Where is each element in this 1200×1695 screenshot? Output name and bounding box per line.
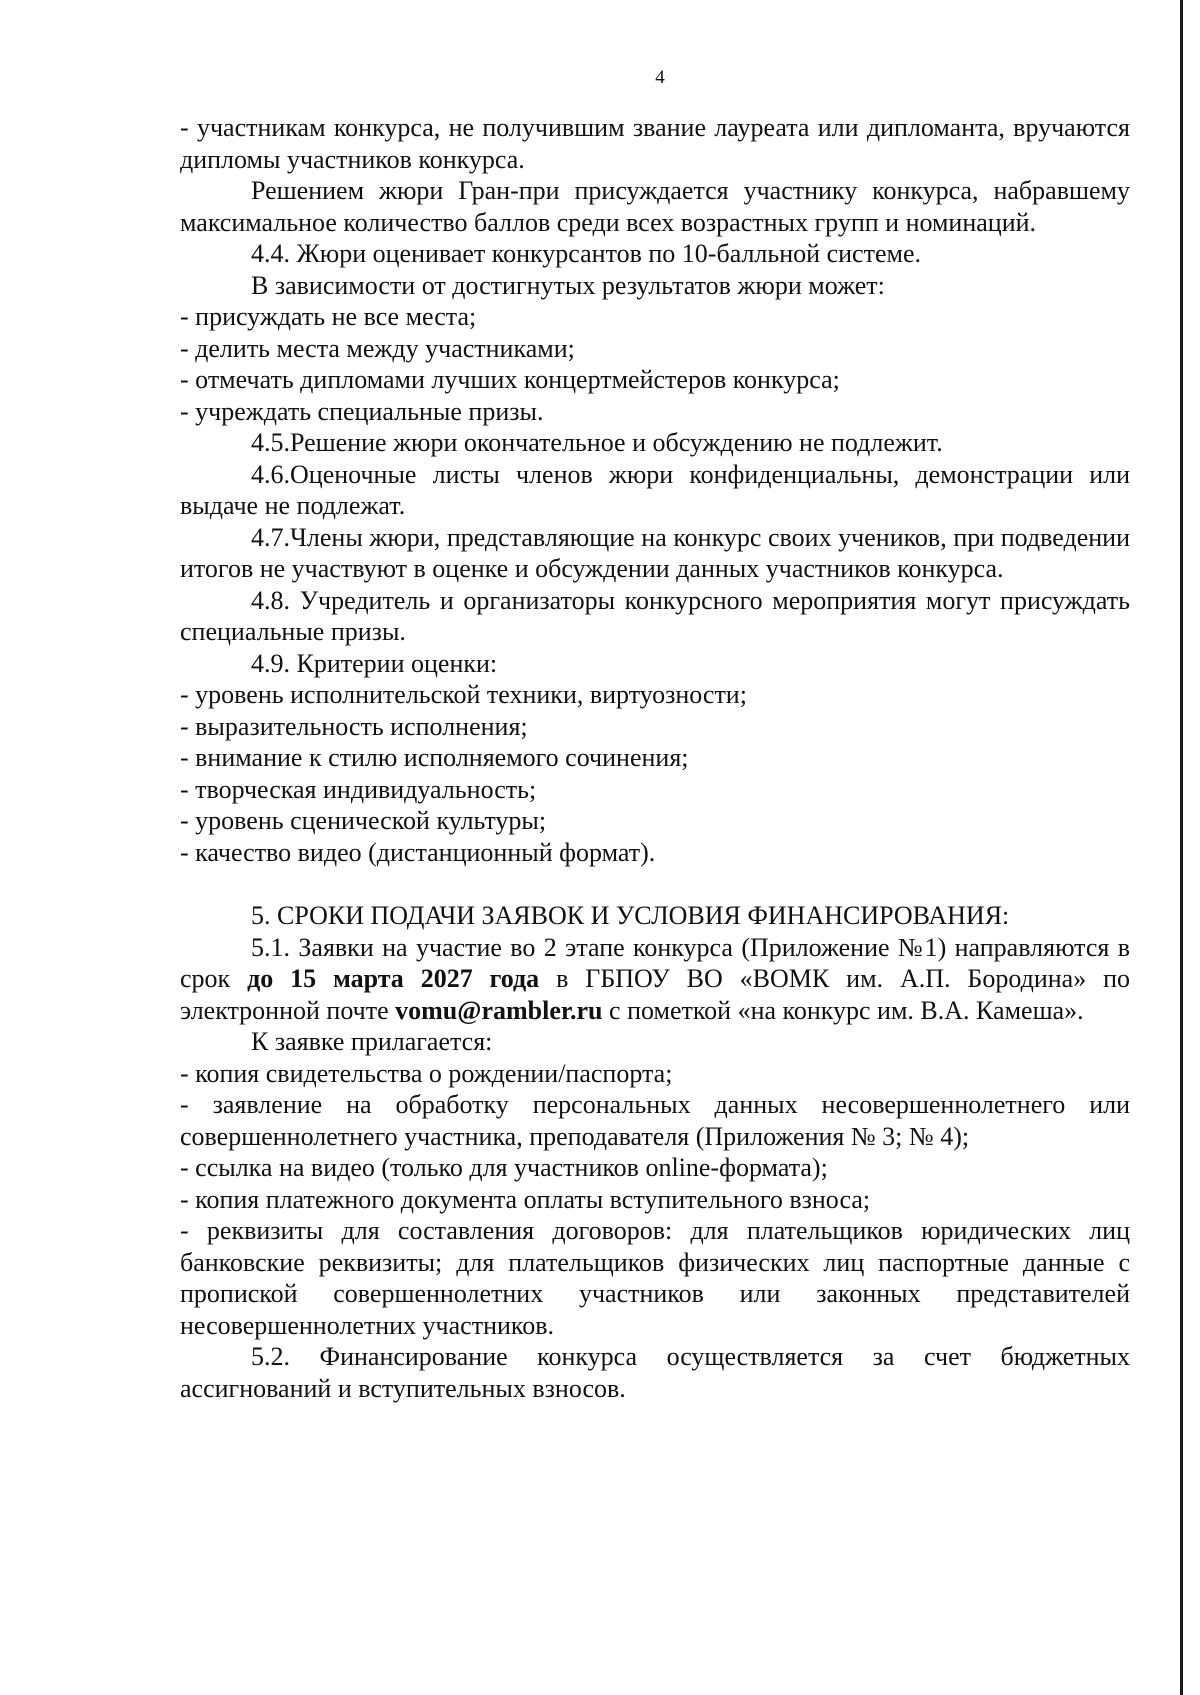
paragraph-5-2: 5.2. Финансирование конкурса осуществляется за счет бюджетных ассигнований и вступительных взносов. (180, 1342, 1130, 1403)
list-item-criterion: - выразительность исполнения; (180, 711, 528, 741)
paragraph-5-1-mid: в ГБПОУ ВО «ВОМК им. А.П. Бородина» по электронной почте (180, 964, 1131, 1025)
list-item-criterion: - уровень сценической культуры; (180, 806, 547, 835)
list-item-attachment: - копия свидетельства о рождении/паспорта; (180, 1058, 673, 1088)
document-body (180, 112, 1130, 1404)
paragraph-depending: В зависимости от достигнутых результатов жюри может: (251, 270, 885, 300)
list-item-attachment: - ссылка на видео (только для участников online-формата); (180, 1153, 828, 1182)
list-item-jury-right: - отмечать дипломами лучших концертмейстеров конкурса; (180, 365, 840, 394)
paragraph-4-8: 4.8. Учредитель и организаторы конкурсного мероприятия могут присуждать специальные призы. (180, 585, 1130, 646)
paragraph-4-9: 4.9. Критерии оценки: (251, 648, 498, 678)
list-item-jury-right: - учреждать специальные призы. (180, 396, 544, 426)
list-item-jury-right: - делить места между участниками; (180, 333, 575, 363)
list-item-criterion: - качество видео (дистанционный формат). (180, 837, 656, 867)
paragraph-5-1-end: с пометкой «на конкурс им. В.А. Камеша». (602, 995, 1084, 1025)
page-number: 4 (655, 67, 665, 88)
scan-edge-line (1180, 0, 1183, 1695)
paragraph-5-1-start: 5.1. Заявки на участие во 2 этапе конкурса (Приложение №1) направляются в срок (180, 932, 1130, 993)
list-item-criterion: - творческая индивидуальность; (180, 774, 537, 804)
section-5-heading: 5. СРОКИ ПОДАЧИ ЗАЯВОК И УСЛОВИЯ ФИНАНСИРОВАНИЯ: (251, 901, 1010, 930)
list-item-criterion: - уровень исполнительской техники, виртуозности; (180, 680, 747, 709)
paragraph-grand-prix: Решением жюри Гран-при присуждается участнику конкурса, набравшему максимальное количество баллов среди всех возрастных групп и номинаций. (180, 176, 1130, 237)
paragraph-not-laureate: - участникам конкурса, не получившим звание лауреата или дипломанта, вручаются дипломы участников конкурса. (180, 113, 1130, 174)
paragraph-4-5: 4.5.Решение жюри окончательное и обсуждению не подлежит. (251, 428, 943, 457)
list-item-criterion: - внимание к стилю исполняемого сочинения; (180, 743, 689, 772)
paragraph-4-4: 4.4. Жюри оценивает конкурсантов по 10-балльной системе. (251, 239, 921, 268)
deadline-date: до 15 марта 2027 года (247, 964, 540, 993)
list-item-attachment: - реквизиты для составления договоров: для плательщиков юридических лиц банковские реквизиты; для плательщиков физических лиц паспортные данные с пропиской совершеннолетних участников или законных представителей несовершеннолетних участников. (180, 1216, 1130, 1340)
list-item-attachment: - заявление на обработку персональных данных несовершеннолетнего или совершеннолетнего участника, преподавателя (Приложения № 3; № 4); (180, 1090, 1130, 1151)
list-item-jury-right: - присуждать не все места; (180, 302, 477, 331)
paragraph-attached: К заявке прилагается: (251, 1027, 493, 1056)
list-item-attachment: - копия платежного документа оплаты вступительного взноса; (180, 1184, 871, 1214)
paragraph-5-1 (180, 932, 1130, 1027)
paragraph-4-6: 4.6.Оценочные листы членов жюри конфиденциальны, демонстрации или выдаче не подлежат. (180, 459, 1130, 520)
paragraph-4-7: 4.7.Члены жюри, представляющие на конкурс своих учеников, при подведении итогов не участвуют в оценке и обсуждении данных участников конкурса. (180, 522, 1130, 583)
contact-email: vomu@rambler.ru (395, 995, 603, 1025)
